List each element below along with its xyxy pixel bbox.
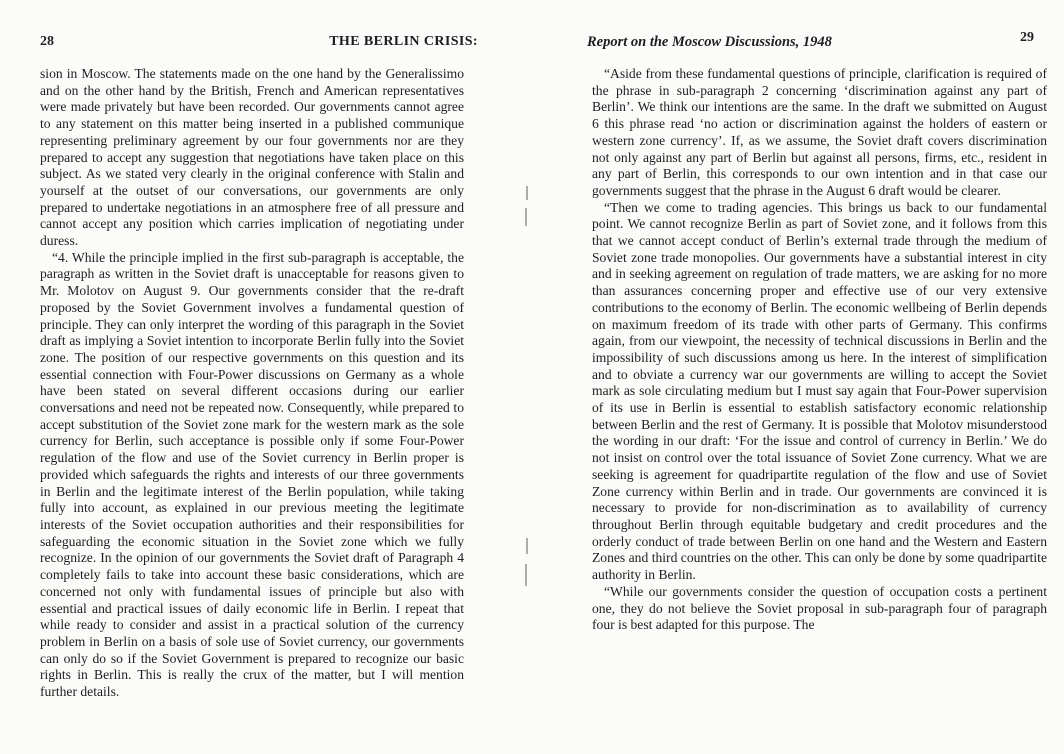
paragraph: “4. While the principle implied in the first sub-paragraph is acceptable, the paragraph as written in the Soviet draft is unacceptable for reasons given to Mr. Molotov on August 9. Our governments consider that the re-draft proposed by the Soviet Government involves a fundamental question of principle. They can only interpret the wording of this paragraph in the Soviet draft as implying a Soviet intention to incorporate Berlin fully into the Soviet zone. The position of our respective governments on this question and its essential connection with Four-Power discussions on Germany as a whole have been stated on several different occasions during our earlier conversations and need not be repeated now. Consequently, while prepared to accept substitution of the Soviet zone mark for the western mark as the sole currency for Berlin, such acceptance is possible only if some Four-Power regulation of the flow and use of the Soviet currency in Berlin proper is provided which safeguards the rights and interests of our three governments in Berlin and the legitimate interest of the Berlin population, while taking fully into account, as explained in our previous meeting the legitimate interests of the Soviet occupation authorities and their responsibilities for safeguarding the economic situation in the Soviet zone which we fully recognize. In the opinion of our governments the Soviet draft of Paragraph 4 completely fails to take into account these basic considerations, which are concerned not only with fundamental issues of principle but also with essential and practical issues of daily economic life in Berlin. I repeat that while ready to consider and assist in a practical solution of the currency problem in Berlin on a basis of sole use of Soviet currency, our governments can only do so if the Soviet Government is prepared to recognize our basic rights in Berlin. This is really the crux of the matter, but I will mention further details. <box>40 249 464 700</box>
gutter-mark <box>526 538 528 554</box>
page-number: 29 <box>1020 30 1034 45</box>
right-page <box>532 0 1064 754</box>
body-text <box>40 66 464 701</box>
gutter-mark <box>525 208 527 226</box>
running-head: THE BERLIN CRISIS: <box>329 34 478 49</box>
page-number: 28 <box>40 34 54 49</box>
running-head: Report on the Moscow Discussions, 1948 <box>587 34 832 50</box>
paragraph: “While our governments consider the question of occupation costs a pertinent one, they do not believe the Soviet proposal in sub-paragraph four of paragraph four is best adapted for this purpose. The <box>592 583 1047 633</box>
gutter-mark <box>525 564 527 586</box>
gutter-mark <box>526 186 528 200</box>
body-text <box>592 66 1047 634</box>
paragraph: “Then we come to trading agencies. This brings us back to our fundamental point. We cannot recognize Berlin as part of Soviet zone, and it follows from this that we cannot accept conduct of Berlin’s external trade through the medium of Soviet zone trade monopolies. Our governments have a substantial interest in city and in seeking agreement on regulation of trade matters, we are asking for no more than assurances concerning proper and effective use of our very extensive contributions to the economy of Berlin. The economic wellbeing of Berlin depends on maximum freedom of its trade with other parts of Germany. This confirms again, from our viewpoint, the necessity of technical discussions in Berlin and the impossibility of such discussions among us here. In the interest of simplification and to obviate a currency war our governments are willing to accept the Soviet mark as sole circulating medium but I must say again that Four-Power supervision of its use in Berlin is essential to establish satisfactory economic relationship between Berlin and the rest of Germany. It is possible that Molotov misunderstood the wording in our draft: ‘For the issue and control of currency in Berlin.’ We do not insist on control over the total issuance of Soviet Zone currency. What we are seeking is agreement for quadripartite regulation of the flow and use of Soviet Zone currency within Berlin and in trade. Our governments are convinced it is necessary to provide for non-discrimination as to availability of currency throughout Berlin through equitable budgetary and credit procedures and the orderly conduct of trade between Berlin on one hand and the Western and Eastern Zones and third countries on the other. This can only be done by some quadripartite authority in Berlin. <box>592 199 1047 583</box>
paragraph: sion in Moscow. The statements made on the one hand by the Generalissimo and on the other hand by the British, French and American representatives were made privately but have been recorded. Our governments cannot agree to any statement on this matter being inserted in a published communique representing preliminary agreement by our four governments nor are they prepared to accept any suggestion that negotiations have taken place on this subject. As we stated very clearly in the original conference with Stalin and yourself at the outset of our conversations, our governments are only prepared to undertake negotiations in an atmosphere free of all pressure and cannot accept any position which carries implication of negotiating under duress. <box>40 66 464 249</box>
paragraph: “Aside from these fundamental questions of principle, clarification is required of the phrase in sub-paragraph 2 concerning ‘discrimination against any part of Berlin’. We think our intentions are the same. In the draft we submitted on August 6 this phrase read ‘no action or discrimination against the holders of eastern or western zone currency’. If, as we assume, the Soviet draft covers discrimination not only against any part of Berlin but against all persons, firms, etc., resident in any part of Berlin, this corresponds to our own intention and in that case our governments suggest that the phrase in the August 6 draft would be clearer. <box>592 66 1047 198</box>
